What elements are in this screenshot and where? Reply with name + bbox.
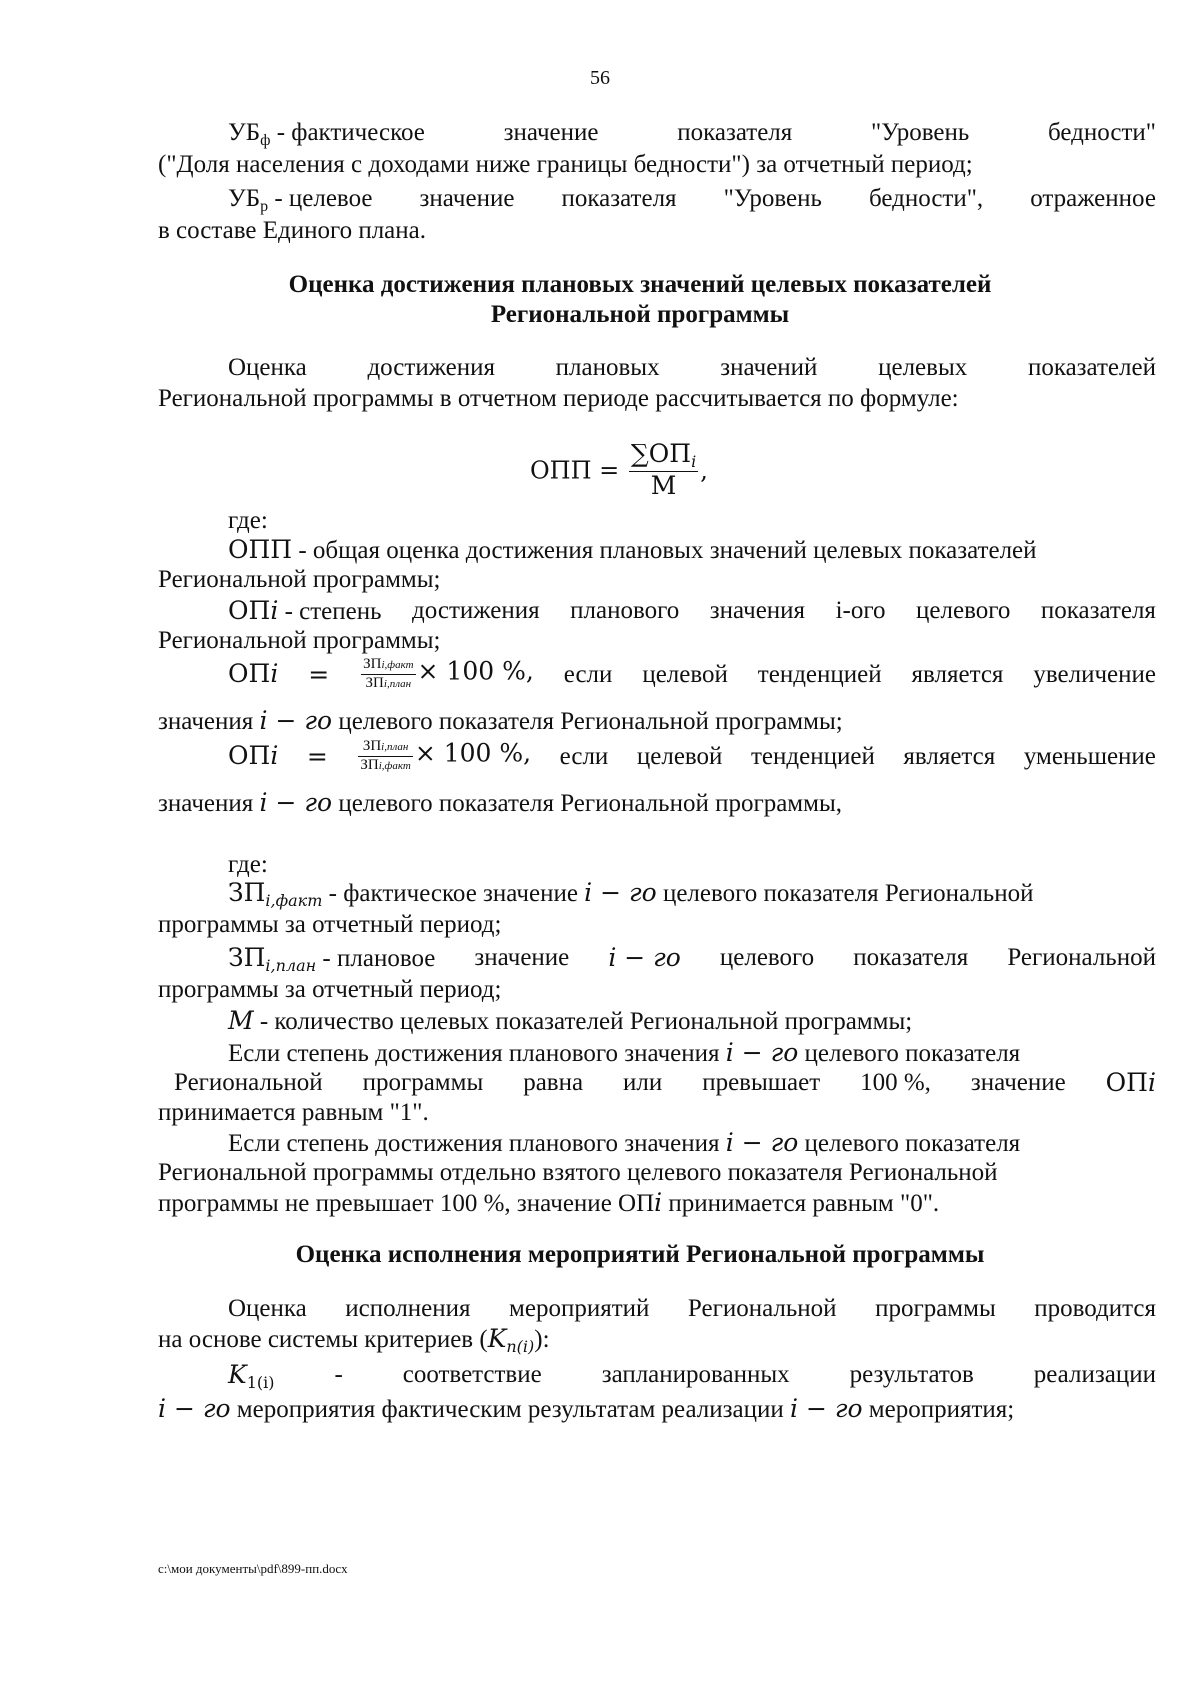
paragraph-rule-2-line1: Если степень достижения планового значения i − го целевого показателя [228,1128,1021,1157]
paragraph-rule-2-line3: программы не превышает 100 %, значение ОПi принимается равным "0". [158,1188,940,1217]
definition-m: M - количество целевых показателей Региональной программы; [228,1006,913,1035]
formula-opi-increase-line2: значения i − го целевого показателя Региональной программы; [158,706,843,735]
section-heading-2: Оценка исполнения мероприятий Региональной программы [295,1241,985,1268]
paragraph-ub-target-line2: в составе Единого плана. [158,217,427,244]
paragraph-criteria-line2: на основе системы критериев $(K_{n(i)})$: [158,1324,550,1356]
paragraph-rule-1-line2: Региональной программы равна или превышает 100 %, значение ОПi [174,1068,1156,1097]
definition-zp-fact-line1: $ЗП_{i,факт}$ - фактическое значение i − го целевого показателя Региональной [228,878,1034,910]
definition-opp-line2: Региональной программы; [158,566,441,593]
formula-opp: ОПП = $\sum ОП_i$ M , [530,439,708,501]
paragraph-rule-2-line2: Региональной программы отдельно взятого целевого показателя Региональной [158,1159,998,1186]
criterion-k1-line1: $K_{1(i)}$ - соответствие запланированных результатов реализации [228,1360,1156,1392]
formula-opi-decrease-line2: значения i − го целевого показателя Региональной программы, [158,788,842,817]
where-label-2: где: [228,851,268,878]
definition-zp-plan-line2: программы за отчетный период; [158,976,502,1003]
paragraph-criteria-line1: Оценка исполнения мероприятий Региональной программы проводится [228,1295,1156,1322]
criterion-k1-line2: i − го мероприятия фактическим результатам реализации i − го мероприятия; [158,1394,1015,1423]
definition-zp-plan-line1: $ЗП_{i,план}$ - плановое значение i − го целевого показателя Региональной [228,943,1156,975]
where-label-1: где: [228,507,268,534]
paragraph-ub-fact-line2: ("Доля населения с доходами ниже границы бедности") за отчетный период; [158,151,973,178]
term-ub: УБ [228,119,261,146]
definition-opp-line1: ОПП - общая оценка достижения плановых значений целевых показателей [228,535,1037,564]
formula-opi-decrease: ОПi = ЗПi,план ЗПi,факт × 100 %, если целевой тенденцией является уменьшение [228,738,1156,773]
definition-zp-fact-line2: программы за отчетный период; [158,911,502,938]
definition-opi-line1: ОПi - степень достижения планового значения i-ого целевого показателя [228,596,1156,625]
footer-file-path: c:\мои документы\pdf\899-пп.docx [158,1561,348,1576]
section-heading-1-line2: Региональной программы [490,301,790,328]
paragraph-rule-1-line3: принимается равным "1". [158,1099,429,1126]
term-sub: ф [260,132,271,149]
paragraph-rule-1-line1: Если степень достижения планового значения i − го целевого показателя [228,1038,1021,1067]
paragraph-opp-line2: Региональной программы в отчетном периоде рассчитывается по формуле: [158,385,959,412]
paragraph-ub-fact-line1: $УБ_ф$ - фактическое значение показателя "Уровень бедности" [228,119,1156,149]
formula-opi-increase: ОПi = ЗПi,факт ЗПi,план × 100 %, если целевой тенденцией является увеличение [228,656,1156,691]
section-heading-1-line1: Оценка достижения плановых значений целевых показателей [288,271,992,298]
definition-opi-line2: Региональной программы; [158,627,441,654]
page-number: 56 [590,67,610,89]
paragraph-opp-line1: Оценка достижения плановых значений целевых показателей [228,354,1156,381]
paragraph-ub-target-line1: $УБ_р$ - целевое значение показателя "Уровень бедности", отраженное [228,185,1156,215]
